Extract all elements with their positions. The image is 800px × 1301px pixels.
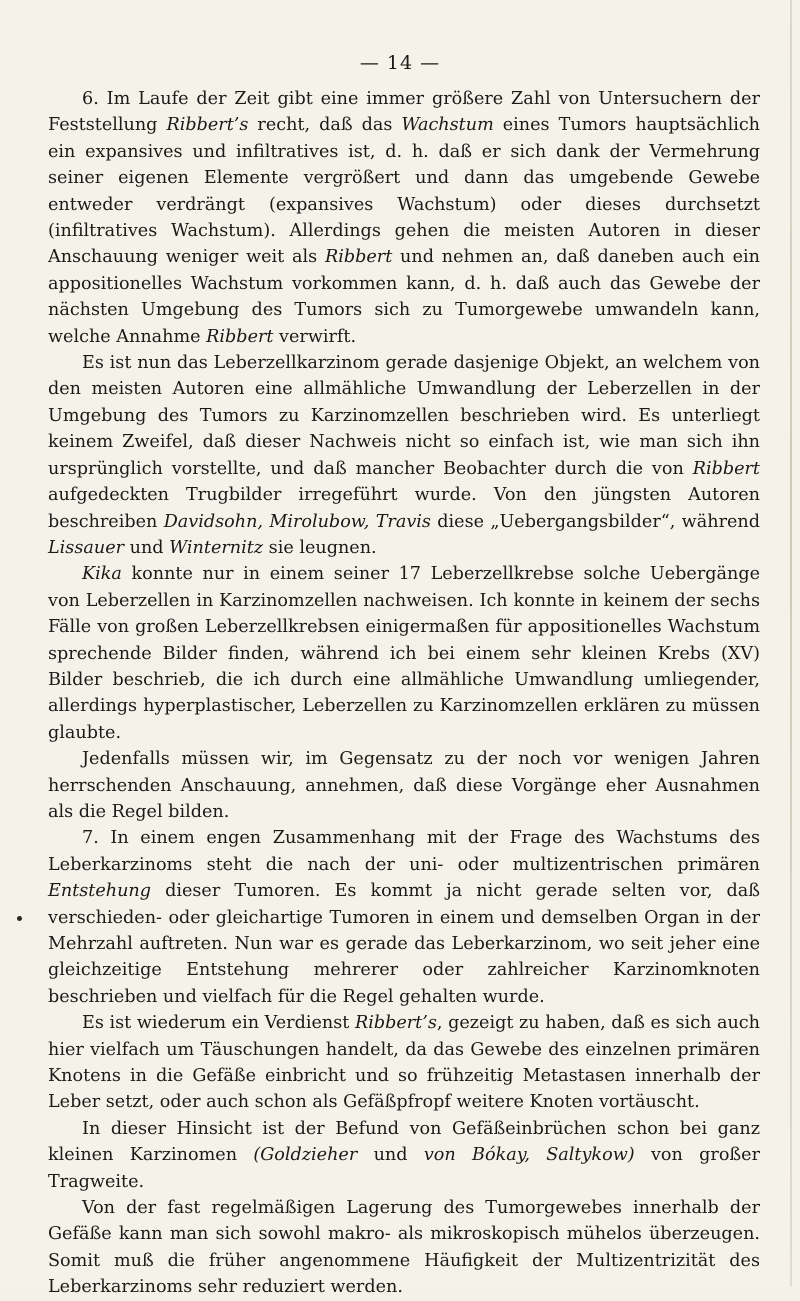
italic-name: Ribbert’s	[166, 115, 249, 136]
page-edge-shadow	[790, 0, 792, 1286]
text-segment: 7. In einem engen Zusammenhang mit der Frage des Wachstums des Leberkarzinoms steht die nach der uni- oder multizentrischen primären	[48, 828, 760, 875]
text-segment: Von der fast regelmäßigen Lagerung des Tumorgewebes innerhalb der Gefäße kann man sich sowohl makro- als mikroskopisch mühelos überzeugen. Somit muß die früher angenommene Häufigkeit der Multizentrizität des Leberkarzinoms sehr reduziert werden.	[48, 1198, 760, 1298]
italic-name: Winternitz	[169, 537, 264, 558]
italic-name: Lissauer	[48, 537, 125, 558]
text-segment: diese „Uebergangsbilder“, während	[430, 511, 760, 532]
italic-name: Wachstum	[401, 115, 494, 136]
paragraph-lagerung	[48, 1195, 760, 1301]
paragraph-leberzellkarzinom	[48, 350, 760, 561]
text-segment: und	[357, 1145, 424, 1166]
text-segment: 6. Im Laufe der Zeit gibt eine immer größere Zahl von Untersuchern der Feststellung	[48, 89, 760, 136]
italic-name: Davidsohn, Mirolubow, Travis	[163, 511, 431, 532]
margin-dot	[17, 916, 22, 921]
italic-name: von Bókay, Saltykow)	[423, 1145, 635, 1166]
text-segment: sie leugnen.	[263, 537, 377, 558]
text-segment: dieser Tumoren. Es kommt ja nicht gerade selten vor, daß verschieden- oder gleichartige Tumoren in einem und demselben Organ in der Mehrzahl auftreten. Nun war es gerade das Leberkarzinom, wo seit jeher eine gleichzeitige Entstehung mehrerer oder zahlreicher Karzinomknoten beschrieben und vielfach für die Regel gehalten wurde.	[48, 881, 760, 1007]
text-segment: recht, daß das	[248, 115, 402, 136]
text-segment: aufgedeckten Trugbilder irregeführt wurde. Von den jüngsten Autoren beschreiben	[48, 485, 760, 532]
text-segment: , gezeigt zu haben, daß es sich auch hier vielfach um Täuschungen handelt, da das Gewebe des einzelnen primären Knotens in die Gefäße einbricht und so frühzeitig Metastasen innerhalb der Leber setzt, oder auch schon als Gefäßpfropf weitere Knoten vortäuscht.	[48, 1013, 760, 1113]
paragraph-hinsicht	[48, 1116, 760, 1195]
text-segment: konnte nur in einem seiner 17 Leberzellkrebse solche Uebergänge von Leberzellen in Karzinomzellen nachweisen. Ich konnte in keinem der sechs Fälle von großen Leberzellkrebsen einigermaßen für appositionelles Wachstum sprechende Bilder finden, während ich bei einem sehr kleinen Krebs (XV) Bilder beschrieb, die ich durch eine allmähliche Umwandlung umliegender, allerdings hyperplastischer, Leberzellen zu Karzinomzellen erklären zu müssen glaubte.	[48, 564, 760, 743]
paragraph-ribbert-verdienst	[48, 1010, 760, 1116]
text-segment: Es ist wiederum ein Verdienst	[82, 1013, 355, 1034]
italic-name: Ribbert’s	[354, 1013, 437, 1034]
paragraph-6-intro	[48, 86, 760, 350]
paragraph-jedenfalls	[48, 746, 760, 825]
text-segment: In dieser Hinsicht ist der Befund von Gefäßeinbrüchen schon bei ganz kleinen Karzinomen	[48, 1118, 760, 1166]
italic-name: (Goldzieher	[253, 1145, 358, 1166]
text-segment: eines Tumors hauptsächlich ein expansives und infiltratives ist, d. h. daß er sich dank der Vermehrung seiner eigenen Elemente vergrößert und dann das umgebende Gewebe entweder verdrängt (expansives Wachstum) oder dieses durchsetzt (infiltratives Wachstum). Allerdings gehen die meisten Autoren in dieser Anschauung weniger weit als	[48, 115, 761, 268]
page-number: — 14 —	[359, 52, 441, 74]
italic-name: Kika	[82, 564, 122, 585]
text-segment: verwirft.	[273, 326, 357, 347]
paragraph-kika	[48, 561, 760, 746]
italic-name: Entstehung	[48, 881, 152, 902]
italic-name: Ribbert	[324, 247, 393, 268]
body-text	[48, 86, 760, 1301]
paragraph-7-entstehung	[48, 825, 760, 1010]
italic-name: Ribbert	[692, 458, 760, 479]
text-segment: Jedenfalls müssen wir, im Gegensatz zu der noch vor wenigen Jahren herrschenden Anschauung, annehmen, daß diese Vorgänge eher Ausnahmen als die Regel bilden.	[48, 749, 760, 822]
italic-name: Ribbert	[206, 326, 274, 347]
text-segment: Es ist nun das Leberzellkarzinom gerade dasjenige Objekt, an welchem von den meisten Autoren eine allmähliche Umwandlung der Leberzellen in der Umgebung des Tumors zu Karzinomzellen beschrieben wird. Es unterliegt keinem Zweifel, daß dieser Nachweis nicht so einfach ist, wie man sich ihn ursprünglich vorstellte, und daß mancher Beobachter durch die von	[48, 353, 760, 479]
text-segment: und	[124, 537, 170, 558]
text-segment: von großer Tragweite.	[48, 1145, 760, 1192]
text-segment: und nehmen an, daß daneben auch ein appositionelles Wachstum vorkommen kann, d. h. daß auch das Gewebe der nächsten Umgebung des Tumors sich zu Tumorgewebe umwandeln kann, welche Annahme	[48, 247, 760, 347]
